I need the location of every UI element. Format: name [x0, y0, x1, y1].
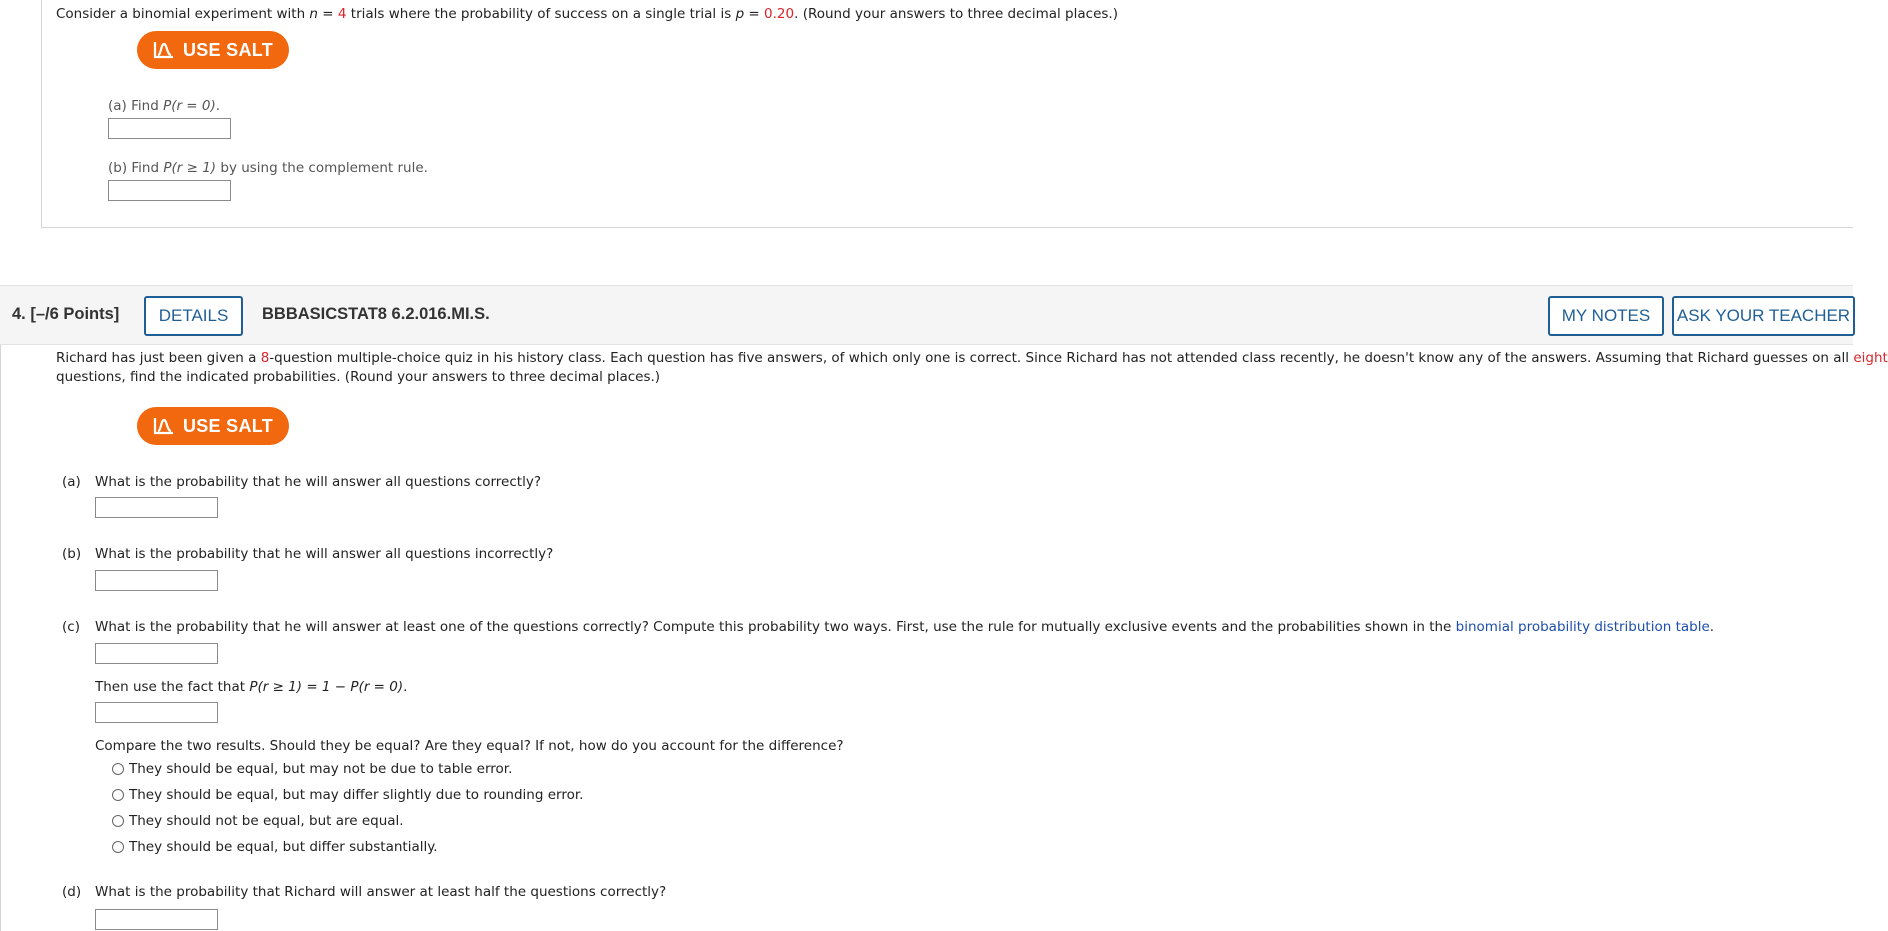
use-salt-label: USE SALT: [182, 39, 274, 60]
part-c-compare-prompt: Compare the two results. Should they be equal? Are they equal? If not, how do you account for the difference?: [95, 738, 844, 754]
option-rounding-error[interactable]: They should be equal, but may differ slightly due to rounding error.: [112, 787, 583, 803]
question-intro-line-1: Richard has just been given a 8-question multiple-choice quiz in his history class. Each question has five answers, of which only one is correct. Since Richard has not attended class recently, he doesn't know any of the answers. Assuming that Richard guesses on all eight: [56, 350, 1888, 366]
binomial-table-link[interactable]: binomial probability distribution table: [1455, 619, 1710, 635]
previous-question-card: [41, 0, 1853, 228]
use-salt-button-q4[interactable]: [137, 407, 289, 445]
part-d-prompt: What is the probability that Richard will answer at least half the questions correctly?: [95, 884, 667, 900]
part-c-second-answer-input[interactable]: [95, 702, 218, 723]
question-header-bar: [0, 285, 1853, 345]
question-number-points: 4. [–/6 Points]: [12, 305, 120, 323]
ask-your-teacher-button[interactable]: ASK YOUR TEACHER: [1672, 296, 1855, 336]
my-notes-button[interactable]: MY NOTES: [1548, 296, 1664, 336]
part-d-letter: (d): [62, 884, 82, 900]
previous-question-intro: Consider a binomial experiment with n = 4 trials where the probability of success on a single trial is p = 0.20. (Round your answers to three decimal places.): [56, 6, 1118, 22]
part-c-complement-prompt: Then use the fact that P(r ≥ 1) = 1 − P(r = 0).: [95, 679, 408, 695]
prev-part-b-prompt: (b) Find P(r ≥ 1) by using the complement rule.: [108, 160, 428, 176]
part-c-first-answer-input[interactable]: [95, 643, 218, 664]
part-c-letter: (c): [62, 619, 80, 635]
part-b-prompt: What is the probability that he will answer all questions incorrectly?: [95, 546, 554, 562]
radio-button[interactable]: [112, 815, 124, 827]
part-a-letter: (a): [62, 474, 81, 490]
use-salt-label: USE SALT: [182, 415, 274, 436]
part-b-letter: (b): [62, 546, 82, 562]
part-b-answer-input[interactable]: [95, 570, 218, 591]
details-button[interactable]: DETAILS: [144, 296, 243, 336]
radio-button[interactable]: [112, 763, 124, 775]
radio-button[interactable]: [112, 841, 124, 853]
question-code: BBBASICSTAT8 6.2.016.MI.S.: [262, 305, 490, 323]
salt-chart-icon: [153, 416, 175, 436]
prev-part-a-prompt: (a) Find P(r = 0).: [108, 98, 221, 114]
salt-chart-icon: [153, 40, 175, 60]
use-salt-button[interactable]: [137, 31, 289, 69]
part-a-prompt: What is the probability that he will answer all questions correctly?: [95, 474, 541, 490]
option-differ-substantially[interactable]: They should be equal, but differ substantially.: [112, 839, 438, 855]
part-a-answer-input[interactable]: [95, 497, 218, 518]
radio-button[interactable]: [112, 789, 124, 801]
part-c-prompt: What is the probability that he will answer at least one of the questions correctly? Compute this probability two ways. First, use the rule for mutually exclusive events and the probabilities shown in the binomial probability distribution table.: [95, 619, 1715, 635]
question-intro-line-2: questions, find the indicated probabilities. (Round your answers to three decimal places.): [56, 369, 661, 385]
prev-part-a-answer-input[interactable]: [108, 118, 231, 139]
prev-part-b-answer-input[interactable]: [108, 180, 231, 201]
option-table-error[interactable]: They should be equal, but may not be due to table error.: [112, 761, 512, 777]
question-body-border: [0, 345, 1, 931]
part-d-answer-input[interactable]: [95, 909, 218, 930]
option-not-equal-but-equal[interactable]: They should not be equal, but are equal.: [112, 813, 404, 829]
